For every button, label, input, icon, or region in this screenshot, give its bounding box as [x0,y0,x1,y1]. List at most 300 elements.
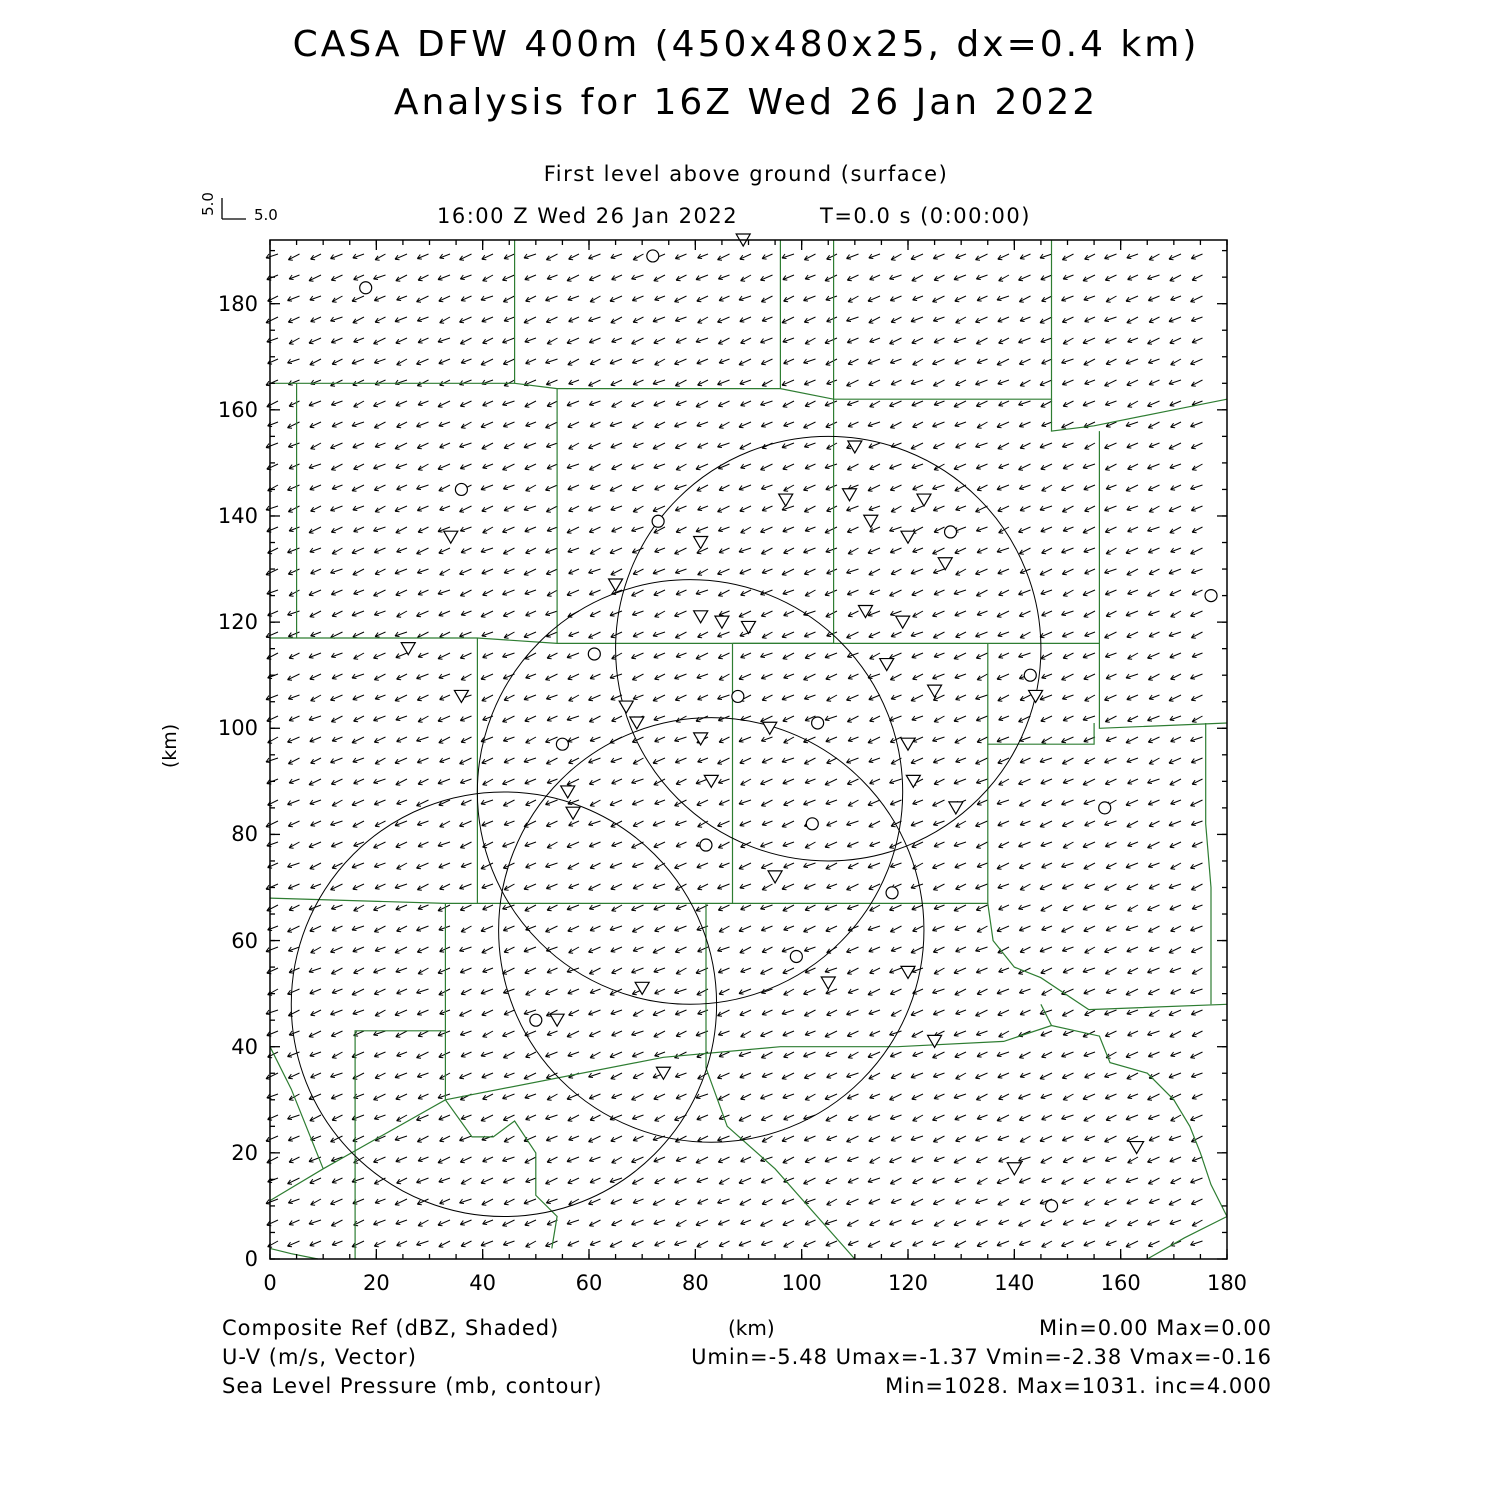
wind-vector [1085,1073,1095,1078]
wind-vector [891,380,901,385]
wind-vector [805,1157,815,1163]
wind-vector [525,464,536,470]
station-circle-icon [790,950,802,962]
wind-vector [890,1220,902,1225]
wind-vector [933,380,944,386]
wind-vector [676,653,686,658]
wind-vector [546,569,557,575]
wind-vector [1085,254,1095,260]
wind-vector [997,737,1009,742]
wind-vector [976,779,987,784]
wind-vector [804,1199,815,1204]
wind-vector [547,716,557,721]
wind-vector [397,1241,407,1246]
wind-vector [418,1220,428,1226]
wind-vector [998,380,1009,385]
wind-vector [1148,800,1159,805]
wind-vector [590,611,600,617]
wind-vector [524,569,536,575]
wind-vector [417,632,428,638]
wind-vector [354,779,364,784]
wind-vector [268,800,278,806]
wind-vector [460,905,471,911]
wind-vector [331,758,343,763]
wind-vector [1063,1031,1073,1036]
wind-vector [911,695,923,701]
wind-vector [654,968,665,973]
wind-vector [933,884,944,890]
wind-vector [567,275,579,281]
wind-vector [933,611,945,617]
wind-vector [1019,548,1030,554]
wind-vector [418,779,428,785]
wind-vector [826,611,837,617]
wind-vector [1084,611,1095,617]
wind-vector [1191,569,1202,574]
wind-vector [697,548,708,554]
wind-vector [526,674,536,679]
y-tick-label: 180 [217,291,258,316]
wind-vector [934,716,944,722]
wind-vector [461,989,471,995]
wind-vector [912,464,923,469]
county-boundary [515,240,834,399]
wind-vector [460,401,471,407]
wind-vector [890,1157,902,1163]
wind-vector [417,821,428,826]
wind-vector [827,254,837,260]
wind-vector [590,359,600,365]
wind-vector [1042,674,1052,679]
wind-vector [417,317,428,322]
wind-vector [740,947,751,953]
wind-vector [417,758,428,763]
wind-vector [653,1010,665,1016]
wind-vector [525,401,536,407]
wind-vector [698,506,708,511]
wind-vector [655,611,665,617]
wind-vector [696,401,708,407]
wind-vector [827,1136,837,1141]
wind-vector [546,254,557,260]
wind-vector [784,1052,794,1058]
wind-vector [1105,338,1116,343]
wind-vector [589,821,601,826]
wind-vector [589,275,600,281]
wind-vector [655,1241,665,1246]
wind-vector [395,569,407,574]
wind-vector [590,1052,600,1058]
wind-vector [954,338,966,343]
wind-vector [353,632,364,638]
wind-vector [569,1010,579,1016]
wind-vector [503,485,514,490]
wind-vector [868,1178,880,1183]
wind-vector [589,464,600,470]
wind-vector [439,611,450,616]
wind-vector [353,947,364,952]
wind-vector [1148,590,1160,596]
wind-vector [1085,443,1095,449]
wind-vector [698,758,708,763]
wind-vector [655,359,665,365]
wind-vector [353,569,364,575]
wind-vector [870,1157,880,1163]
wind-vector [266,254,278,259]
wind-vector [481,296,493,301]
wind-vector [417,1073,428,1078]
wind-vector [268,548,278,554]
wind-vector [654,590,665,596]
wind-vector [332,1052,342,1058]
station-triangle-icon [1007,1163,1021,1175]
wind-vector [397,359,407,365]
station-circle-icon [588,648,600,660]
wind-vector [1191,380,1202,386]
footer-field2-stats: Umin=-5.48 Umax=-1.37 Vmin=-2.38 Vmax=-0.16 [691,1345,1272,1369]
wind-vector [547,1157,557,1163]
wind-vector [1020,632,1030,638]
wind-vector [827,884,837,889]
wind-vector [719,485,729,491]
wind-vector [481,800,493,805]
wind-vector [632,1178,643,1184]
wind-vector [869,821,880,827]
wind-vector [1084,1241,1095,1246]
wind-vector [418,464,428,470]
wind-vector [268,737,278,743]
wind-vector [783,464,794,470]
wind-vector [1083,1094,1095,1100]
wind-vector [696,464,708,470]
wind-vector [655,926,665,932]
wind-vector [718,1031,729,1036]
wind-vector [1105,947,1117,953]
wind-vector [762,254,772,259]
wind-vector [1085,695,1095,701]
wind-vector [997,1052,1009,1057]
wind-vector [268,926,278,931]
wind-vector [289,653,299,659]
wind-vector [1192,779,1202,785]
wind-vector [739,1052,751,1057]
wind-vector [782,1199,794,1204]
wind-vector [483,968,493,973]
wind-vector [804,548,816,553]
wind-vector [418,842,428,847]
wind-vector [847,947,859,953]
wind-vector [1169,947,1181,953]
wind-vector [739,485,751,490]
wind-vector [612,779,622,784]
wind-vector [438,905,450,911]
wind-vector [1126,1115,1138,1120]
wind-vector [653,506,665,512]
wind-vector [719,359,729,364]
wind-vector [998,695,1009,701]
wind-vector [375,380,385,385]
wind-vector [417,800,429,806]
wind-vector [288,317,299,323]
wind-vector [353,254,364,259]
wind-vector [310,737,321,742]
wind-vector [1042,1115,1052,1120]
wind-vector [632,422,643,428]
wind-vector [654,1031,665,1037]
wind-vector [589,569,601,574]
wind-vector [1020,1136,1030,1142]
wind-vector [352,359,364,364]
wind-vector [417,422,429,427]
wind-vector [1105,884,1117,890]
wind-vector [483,1157,493,1162]
wind-vector [589,254,601,259]
wind-vector [675,485,687,490]
wind-vector [1126,800,1138,806]
wind-vector [826,1178,837,1184]
wind-vector [1149,1136,1159,1141]
wind-vector [976,338,987,344]
county-boundary [270,1248,318,1259]
wind-vector [870,338,880,343]
wind-vector [762,695,772,701]
wind-vector [1127,443,1138,448]
wind-vector [417,611,429,617]
wind-vector [375,758,385,764]
wind-vector [1062,926,1074,932]
wind-vector [998,569,1009,574]
station-triangle-icon [550,1014,564,1026]
wind-vector [311,317,321,322]
wind-vector [417,926,429,931]
wind-vector [718,758,730,764]
wind-vector [569,506,579,512]
wind-vector [417,989,429,994]
wind-vector [353,884,364,890]
wind-vector [1042,1052,1052,1058]
wind-vector [569,317,579,322]
wind-vector [1171,926,1181,932]
wind-vector [374,527,386,532]
wind-vector [718,905,729,911]
wind-vector [1126,296,1138,302]
wind-vector [1171,359,1181,365]
wind-vector [955,359,966,364]
wind-vector [784,863,794,868]
wind-vector [956,632,966,638]
wind-vector [590,737,600,742]
wind-vector [847,632,859,638]
wind-vector [546,884,557,889]
wind-vector [741,401,751,406]
wind-vector [1105,905,1116,910]
wind-vector [955,422,966,427]
wind-vector [546,380,557,385]
wind-vector [1041,1157,1052,1163]
wind-vector [1127,632,1138,638]
wind-vector [869,1199,880,1204]
wind-vector [739,611,751,617]
wind-vector [1170,653,1181,658]
wind-vector [590,422,600,427]
wind-vector [374,968,386,973]
wind-vector [761,1052,772,1058]
wind-vector [1127,1073,1138,1079]
wind-vector [633,1010,643,1016]
wind-vector [569,632,579,637]
wind-vector [847,1199,859,1205]
wind-vector [1084,1178,1095,1184]
wind-vector [418,590,428,595]
wind-vector [741,1031,751,1037]
wind-vector [331,716,342,722]
wind-vector [589,1199,601,1205]
wind-vector [804,422,816,428]
wind-vector [1127,317,1138,323]
county-boundary [270,240,515,383]
wind-vector [1126,548,1138,554]
wind-vector [1062,1115,1074,1120]
wind-vector [526,1178,536,1183]
wind-vector [1040,443,1052,448]
wind-vector [1020,884,1030,890]
wind-vector [933,1199,944,1205]
wind-vector [331,947,343,953]
wind-vector [311,632,321,637]
wind-vector [632,548,643,553]
wind-vector [440,254,450,259]
wind-vector [417,1115,429,1121]
wind-vector [309,590,321,596]
station-circle-icon [1205,590,1217,602]
wind-vector [632,401,644,407]
wind-vector [869,884,880,890]
wind-vector [782,821,794,827]
wind-vector [976,1094,987,1100]
wind-vector [912,716,923,721]
wind-vector [353,695,364,700]
wind-vector [976,401,987,407]
wind-vector [1019,527,1031,533]
wind-vector [311,254,321,260]
wind-vector [503,527,515,533]
wind-vector [311,1073,321,1078]
wind-vector [913,1115,923,1121]
wind-vector [805,338,815,344]
wind-vector [1062,1241,1074,1247]
wind-vector [266,506,278,511]
wind-vector [784,611,794,616]
wind-vector [526,989,536,995]
wind-vector [568,1115,579,1121]
wind-vector [331,401,342,406]
wind-vector [956,443,966,448]
wind-vector [847,527,858,533]
wind-vector [1020,947,1030,953]
wind-vector [633,569,643,575]
wind-vector [503,296,514,302]
wind-vector [718,317,730,323]
wind-vector [1019,359,1030,365]
y-tick-label: 80 [231,822,258,847]
wind-vector [569,254,579,260]
wind-vector [374,611,385,616]
wind-vector [1105,443,1117,449]
wind-vector [976,1157,987,1163]
wind-vector [653,1199,665,1205]
wind-vector [481,926,493,932]
wind-vector [719,1178,729,1184]
wind-vector [288,1241,300,1247]
wind-vector [869,317,880,323]
wind-vector [438,401,450,407]
wind-vector [524,506,536,511]
wind-vector [1020,695,1030,701]
wind-vector [332,548,342,554]
wind-vector [461,800,471,805]
wind-vector [612,527,622,532]
wind-vector [825,1031,837,1037]
wind-vector [847,716,858,722]
wind-vector [718,569,730,575]
wind-vector [784,1241,794,1247]
wind-vector [739,863,751,869]
wind-vector [890,422,901,428]
wind-vector [460,1199,472,1204]
wind-vector [331,968,342,974]
wind-vector [1063,968,1073,973]
wind-vector [1148,548,1159,553]
plot-frame [270,240,1227,1259]
wind-vector [655,1115,665,1121]
wind-vector [395,1136,407,1141]
wind-vector [762,380,772,386]
wind-vector [825,338,837,344]
wind-vector [1149,632,1159,637]
wind-vector [632,611,643,616]
wind-vector [1042,1178,1052,1183]
wind-vector [719,989,729,995]
wind-vector [417,548,429,554]
wind-vector [483,1094,493,1100]
wind-vector [311,506,321,512]
wind-vector [761,779,773,785]
wind-vector [1148,1157,1160,1163]
wind-vector [805,527,815,532]
wind-vector [911,632,923,637]
wind-vector [954,1094,966,1099]
wind-vector [569,569,579,574]
wind-vector [1083,968,1095,973]
wind-vector [1041,590,1052,595]
wind-vector [956,1073,966,1079]
wind-vector [418,1157,428,1162]
wind-vector [827,317,837,322]
county-boundary [1206,723,1211,1004]
wind-vector [438,590,450,595]
wind-vector [827,569,837,574]
wind-vector [1148,527,1160,532]
wind-vector [1041,968,1052,974]
wind-vector [288,548,300,553]
wind-vector [804,989,816,995]
wind-vector [827,758,837,764]
wind-vector [1171,800,1181,805]
wind-vector [804,296,816,301]
wind-vector [1042,296,1052,302]
wind-vector [675,506,686,511]
wind-vector [1170,779,1181,785]
